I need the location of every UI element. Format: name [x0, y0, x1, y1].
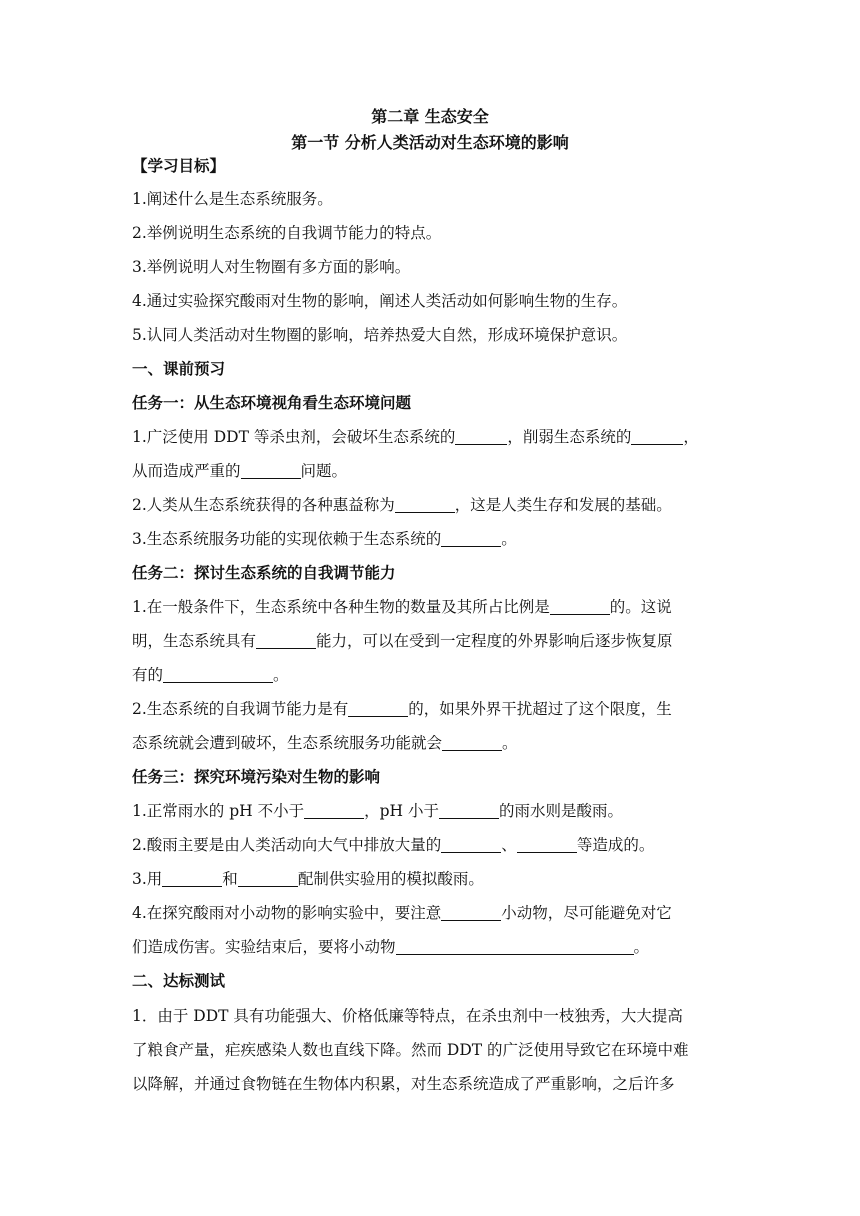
text: 3.用: [132, 870, 163, 888]
objective-5: 5.认同人类活动对生物圈的影响，培养热爱大自然，形成环境保护意识。: [132, 326, 628, 344]
text: 4.在探究酸雨对小动物的影响实验中，要注意: [132, 904, 442, 922]
fill-blank[interactable]: [162, 870, 222, 887]
text: 有的: [132, 666, 164, 684]
objective-3: 3.举例说明人对生物圈有多方面的影响。: [132, 258, 411, 276]
objective-2: 2.举例说明生态系统的自我调节能力的特点。: [132, 224, 442, 242]
section-test-heading: 二、达标测试: [132, 972, 226, 990]
fill-blank[interactable]: [439, 802, 499, 819]
fill-blank[interactable]: [441, 904, 501, 921]
task2-question-2: [132, 698, 732, 720]
text: 。: [501, 530, 517, 548]
objective-4: 4.通过实验探究酸雨对生物的影响，阐述人类活动如何影响生物的生存。: [132, 292, 628, 310]
text: 从而造成严重的: [132, 462, 241, 480]
task1-question-2: [132, 494, 732, 516]
fill-blank[interactable]: [455, 428, 507, 445]
fill-blank[interactable]: [256, 632, 316, 649]
fill-blank[interactable]: [517, 836, 577, 853]
text: 们造成伤害。实验结束后，要将小动物: [132, 938, 396, 956]
task1-heading: 任务一：从生态环境视角看生态环境问题: [132, 394, 412, 412]
text: 的雨水则是酸雨。: [498, 802, 623, 820]
section-title: 第一节 分析人类活动对生态环境的影响: [291, 133, 569, 152]
text: 能力，可以在受到一定程度的外界影响后逐步恢复原: [316, 632, 673, 650]
section-preview-heading: 一、课前预习: [132, 360, 226, 378]
task3-question-3: [132, 868, 732, 890]
text: 的，如果外界干扰超过了这个限度，生: [408, 700, 672, 718]
text: ，: [683, 428, 699, 446]
task3-heading: 任务三：探究环境污染对生物的影响: [132, 768, 381, 786]
task3-question-1: [132, 800, 732, 822]
text: 等造成的。: [576, 836, 655, 854]
fill-blank[interactable]: [441, 836, 501, 853]
text: 3.生态系统服务功能的实现依赖于生态系统的: [132, 530, 442, 548]
text: 1.正常雨水的 pH 不小于: [132, 802, 305, 820]
text: 配制供实验用的模拟酸雨。: [297, 870, 484, 888]
task3-question-2: [132, 834, 732, 856]
fill-blank[interactable]: [163, 666, 273, 683]
task1-question-3: [132, 528, 732, 550]
fill-blank[interactable]: [631, 428, 683, 445]
text: 。: [273, 666, 289, 684]
fill-blank[interactable]: [396, 938, 634, 955]
text: 。: [502, 734, 518, 752]
task2-question-1: [132, 596, 732, 618]
objective-1: 1.阐述什么是生态系统服务。: [132, 190, 333, 208]
task2-question-1-cont: [132, 630, 732, 652]
fill-blank[interactable]: [304, 802, 364, 819]
text: 2.人类从生态系统获得的各种惠益称为: [132, 496, 395, 514]
text: 明，生态系统具有: [132, 632, 257, 650]
task2-question-2-cont: [132, 732, 732, 754]
fill-blank[interactable]: [238, 870, 298, 887]
test-paragraph-line-2: 了粮食产量，疟疾感染人数也直线下降。然而 DDT 的广泛使用导致它在环境中难: [132, 1041, 689, 1059]
text: 2.酸雨主要是由人类活动向大气中排放大量的: [132, 836, 442, 854]
task3-question-4-cont: [132, 936, 732, 958]
text: 的。这说: [609, 598, 672, 616]
objectives-heading: 【学习目标】: [132, 157, 226, 175]
text: 2.生态系统的自我调节能力是有: [132, 700, 349, 718]
fill-blank[interactable]: [348, 700, 408, 717]
text: ，这是人类生存和发展的基础。: [454, 496, 672, 514]
chapter-title: 第二章 生态安全: [371, 107, 489, 126]
text: 、: [501, 836, 517, 854]
task3-question-4: [132, 902, 732, 924]
text: 。: [633, 938, 650, 956]
text: 1.广泛使用 DDT 等杀虫剂，会破坏生态系统的: [132, 428, 456, 446]
test-paragraph-line-3: 以降解，并通过食物链在生物体内积累，对生态系统造成了严重影响，之后许多: [132, 1075, 675, 1093]
fill-blank[interactable]: [550, 598, 610, 615]
test-paragraph-line-1: 1．由于 DDT 具有功能强大、价格低廉等特点，在杀虫剂中一枝独秀，大大提高: [132, 1007, 683, 1025]
fill-blank[interactable]: [442, 734, 502, 751]
text: ，pH 小于: [364, 802, 439, 820]
task2-heading: 任务二：探讨生态系统的自我调节能力: [132, 564, 396, 582]
fill-blank[interactable]: [441, 530, 501, 547]
task1-question-1-cont: [132, 460, 732, 482]
text: 态系统就会遭到破坏，生态系统服务功能就会: [132, 734, 443, 752]
fill-blank[interactable]: [395, 496, 455, 513]
fill-blank[interactable]: [241, 462, 301, 479]
task2-question-1-cont2: [132, 664, 732, 686]
text: 1.在一般条件下，生态系统中各种生物的数量及其所占比例是: [132, 598, 550, 616]
text: 小动物，尽可能避免对它: [501, 904, 672, 922]
text: 和: [222, 870, 238, 888]
text: ，削弱生态系统的: [507, 428, 632, 446]
task1-question-1: [132, 426, 732, 448]
text: 问题。: [300, 462, 348, 480]
